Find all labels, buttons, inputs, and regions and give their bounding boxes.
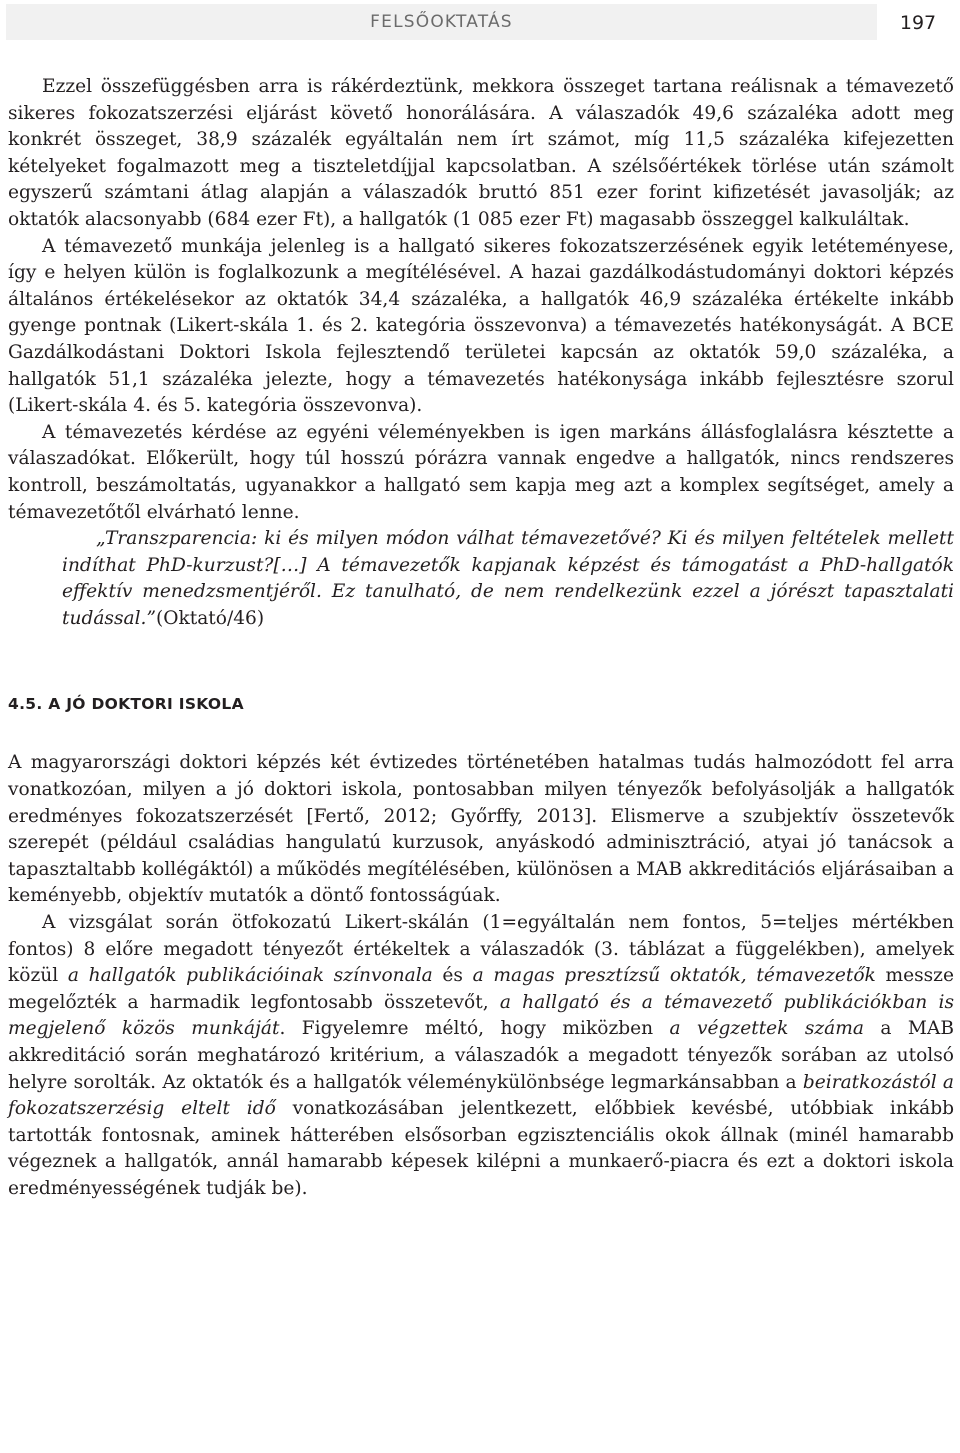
paragraph-honorarium: Ezzel összefüggésben arra is rákérdeztünk, mekkora összeget tartana reálisnak a témavezető sikeres fokozatszerzési eljárást követő honorálására. A válaszadók 49,6 százaléka adott meg konkrét összeget, 38,9 százalék egyáltalán nem írt számot, míg 11,5 százaléka kifejezetten kételyeket fogalmazott meg a tiszteletdíjjal kapcsolatban. A szélsőértékek törlése után számolt egyszerű számtani átlag alapján a válaszadók bruttó 851 ezer forint kifizetését javasolják; az oktatók alacsonyabb (684 ezer Ft), a hallgatók (1 085 ezer Ft) magasabb összeggel kalkuláltak. (8, 76, 954, 230)
section-heading: 4.5. A JÓ DOKTORI ISKOLA (8, 695, 244, 714)
emphasis-joint-work: a hallgató és a témavezető publikációkban is megjelenő közös munkáját (8, 991, 954, 1040)
emphasis-graduates-count: a végzettek száma (669, 1018, 864, 1040)
paragraph-individual-opinions: A témavezetés kérdése az egyéni véleményekben is igen markáns állásfoglalásra késztette a válaszadókat. Előkerült, hogy túl hosszú pórázra vannak engedve a hallgatók, nincs rendszeres kontroll, beszámoltatás, ugyanakkor a hallgató sem kapja meg azt a komplex segítséget, amely a témavezetőtől elvárható lenne. (8, 421, 954, 523)
paragraph-supervisor-work: A témavezető munkája jelenleg is a hallgató sikeres fokozatszerzésének egyik letéteményese, így e helyen külön is foglalkozunk a megítélésével. A hazai gazdálkodástudományi doktori képzés általános értékelésekor az oktatók 34,4 százaléka, a hallgatók 46,9 százaléka értékelte inkább gyenge pontnak (Likert-skála 1. és 2. kategória összevonva) a témavezetés hatékonyságát. A BCE Gazdálkodástani Doktori Iskola fejlesztendő területei kapcsán az oktatók 59,0 százaléka, a hallgatók 51,1 százaléka jelezte, hogy a témavezetés hatékonysága inkább fejlesztésre szorul (Likert-skála 4. és 5. kategória összevonva). (8, 235, 954, 417)
running-header (6, 4, 954, 40)
quote-citation: (Oktató/46) (155, 607, 265, 629)
page-number: 197 (899, 12, 937, 34)
body-text (8, 74, 954, 1203)
section-title: FELSŐOKTATÁS (370, 12, 513, 32)
emphasis-publication-quality: a hallgatók publikációinak színvonala (67, 965, 433, 987)
block-quote (8, 526, 954, 632)
emphasis-prestigious-supervisors: a magas presztízsű oktatók, témavezetők (472, 965, 876, 987)
emphasis-time-to-degree: beiratkozástól a fokozatszerzésig eltelt idő (8, 1071, 954, 1120)
paragraph-good-doctoral-school: A magyarországi doktori képzés két évtizedes történetében hatalmas tudás halmozódott fel arra vonatkozóan, milyen a jó doktori iskola, pontosabban milyen tényezők befolyásolják a hallgatók eredményes fokozatszerzését [Fertő, 2012; Győrffy, 2013]. Elismerve a szubjektív összetevők szerepét (például családias hangulatú kurzusok, anyáskodó adminisztráció, atyai jó tanácsok a tapasztaltabb kollégáktól) a működés megítélésében, különösen a MAB akkreditációs eljárásaiban a keményebb, objektív mutatók a döntő fontosságúak. (8, 752, 954, 907)
paragraph-likert-survey: A vizsgálat során ötfokozatú Likert-skálán (1=egyáltalán nem fontos, 5=teljes mértékben fontos) 8 előre megadott tényezőt értékeltek a válaszadók (3. táblázat a függelékben), amelyek közül a hallgatók publikációinak színvonala és a magas presztízsű oktatók, témavezetők messze megelőzték a harmadik legfontosabb összetevőt, a hallgató és a témavezető publikációkban is megjelenő közös munkáját. Figyelemre méltó, hogy miközben a végzettek száma a MAB akkreditáció során meghatározó kritérium, a válaszadók a megadott tényezők sorában az utolsó helyre sorolták. Az oktatók és a hallgatók véleménykülönbsége legmarkánsabban a beiratkozástól a fokozatszerzésig eltelt idő vonatkozásában jelentkezett, előbbiek kevésbé, utóbbiak inkább tartották fontosnak, aminek hátterében elsősorban egzisztenciális okok állnak (minél hamarabb végeznek a hallgatók, annál hamarabb képesek kilépni a munkaerő-piacra és ezt a doktori iskola eredményességének tudják be). (8, 912, 954, 1199)
quote-text: „Transzparencia: ki és milyen módon válhat témavezetővé? Ki és milyen feltételek mellett indíthat PhD-kurzust?[…] A témavezetők kapjanak képzést és támogatást a PhD-hallgatók effektív menedzsmentjéről. Ez tanulható, de nem rendelkezünk ezzel a jórészt tapasztalati tudással.” (62, 528, 954, 629)
